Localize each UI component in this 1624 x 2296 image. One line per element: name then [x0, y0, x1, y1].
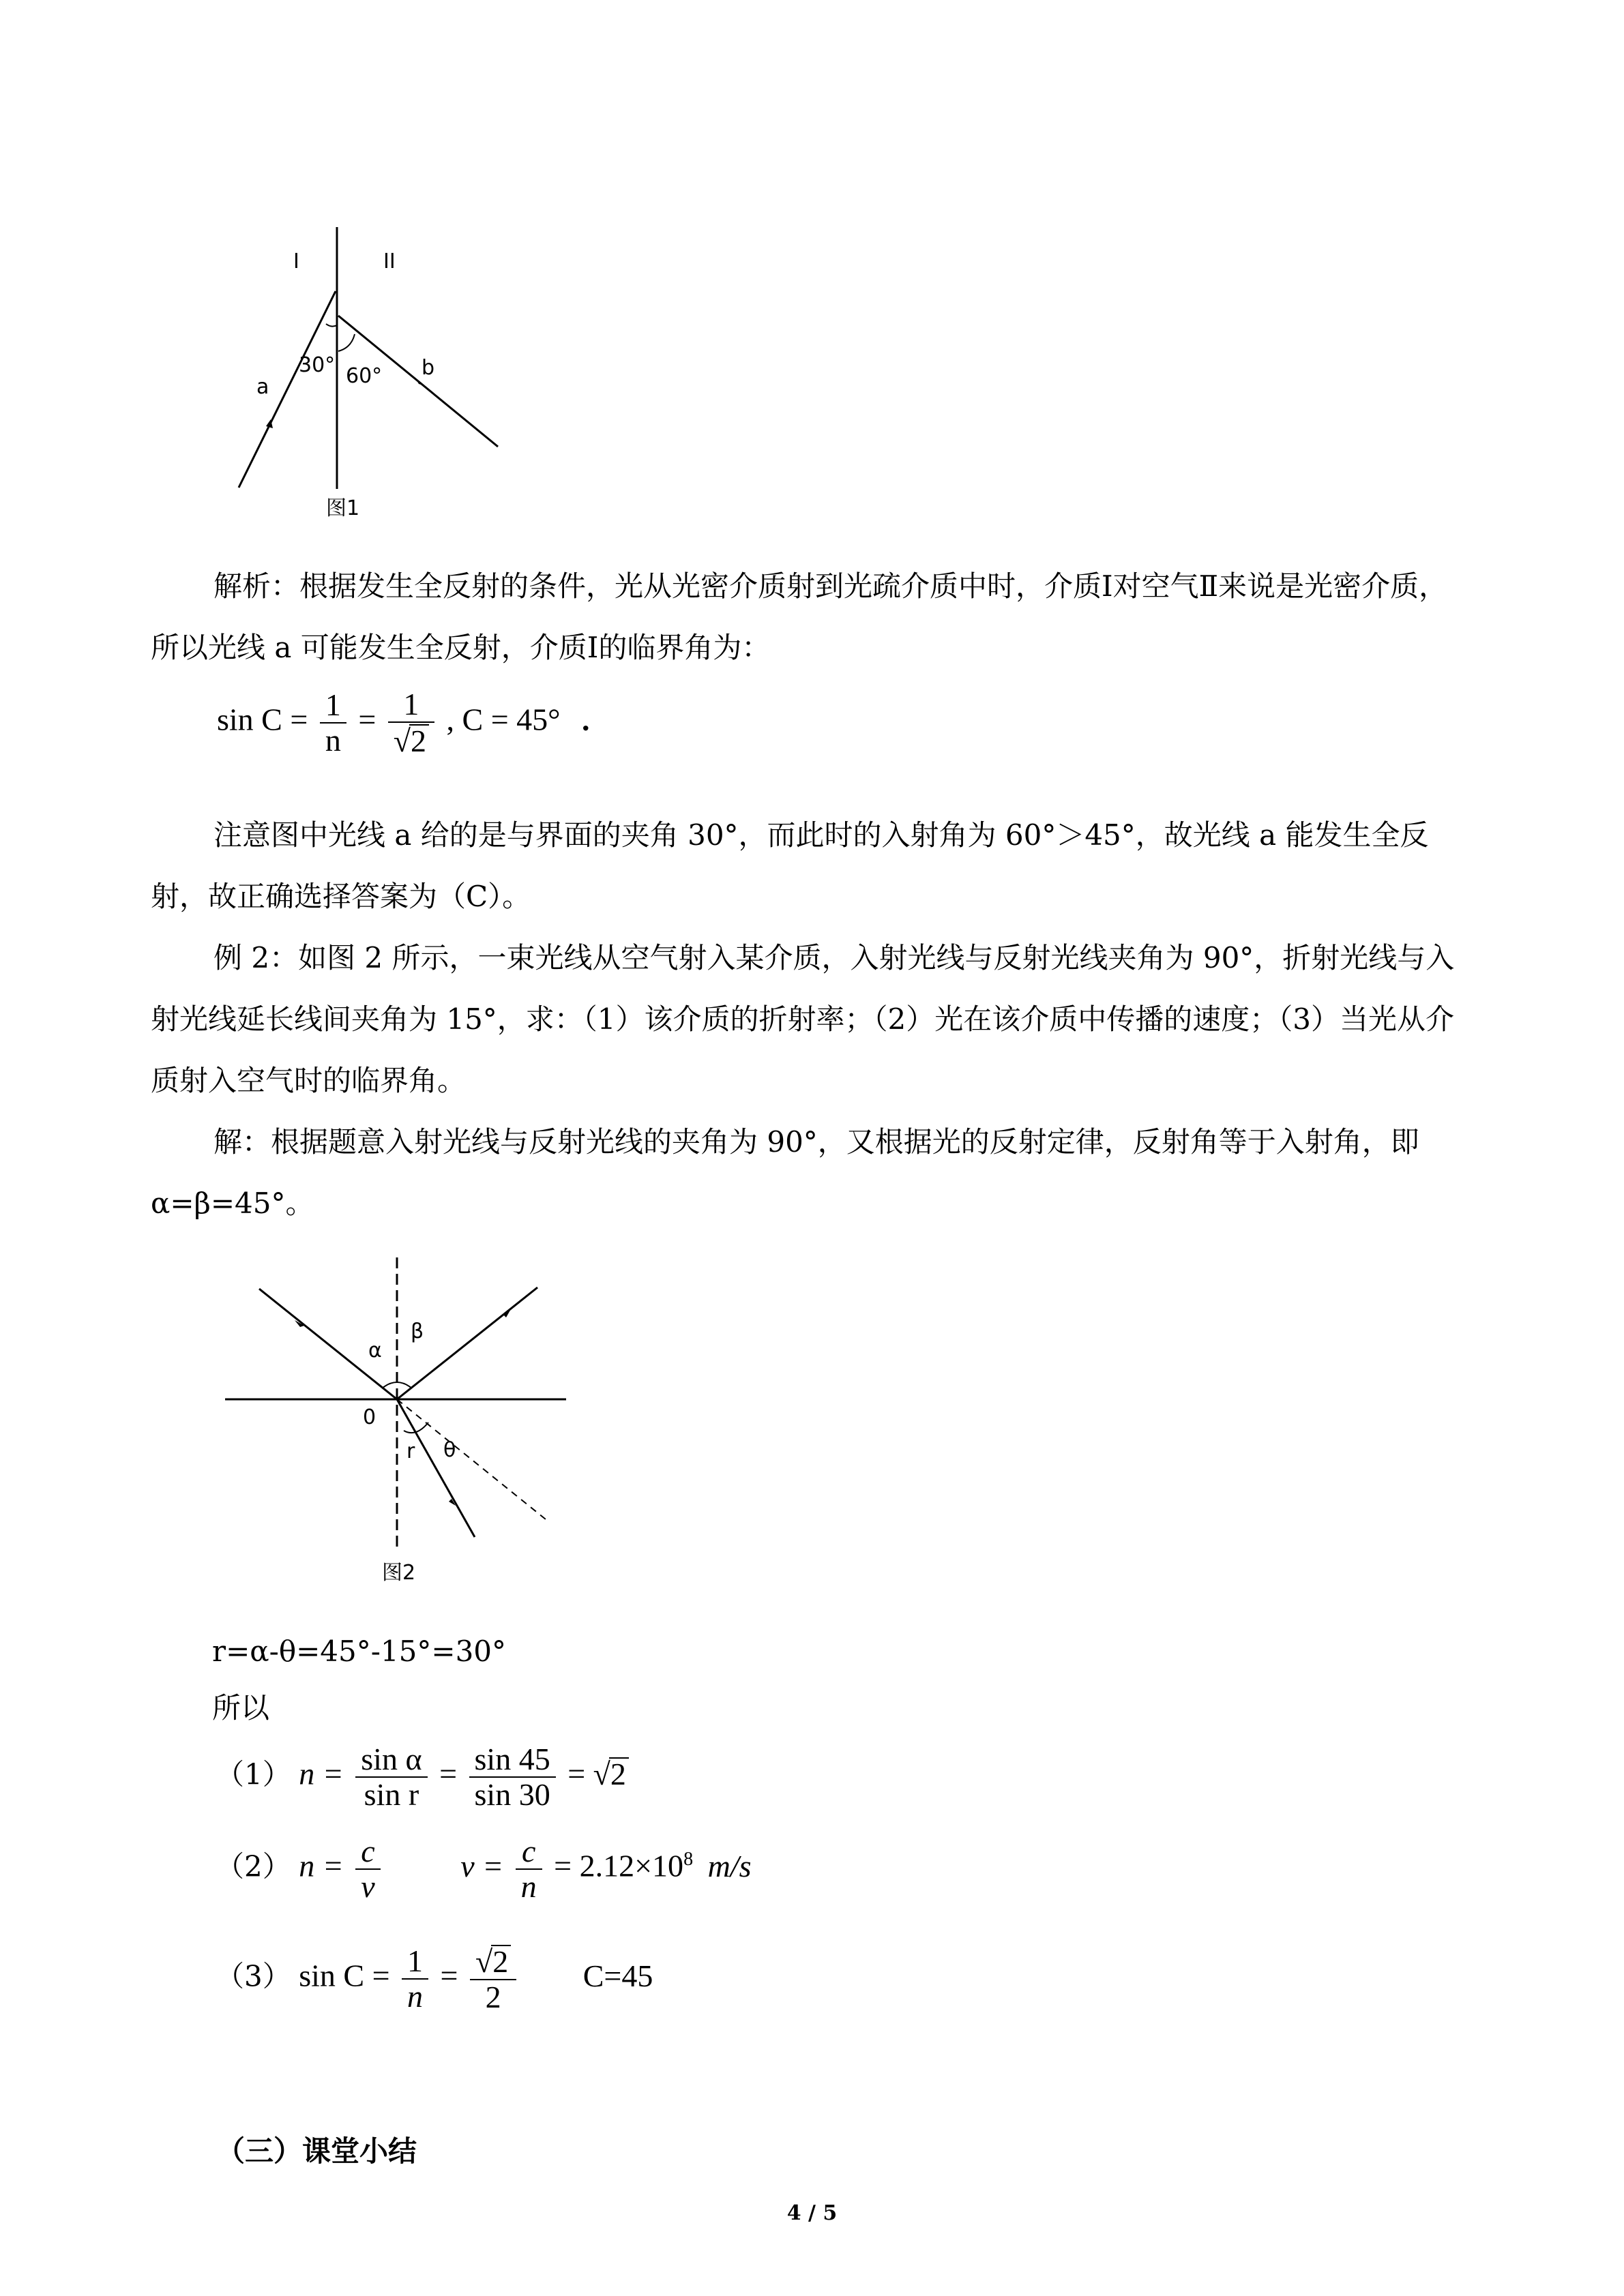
figure-1-caption: 图1: [326, 496, 360, 520]
eq3-lhs: sin C =: [299, 1958, 390, 1993]
analysis-paragraph: 解析：根据发生全反射的条件，光从光密介质射到光疏介质中时，介质Ⅰ对空气Ⅱ来说是光密介质，所以光线 a 可能发生全反射，介质Ⅰ的临界角为：: [151, 569, 1448, 664]
note-paragraph: 注意图中光线 a 给的是与界面的夹角 30°，而此时的入射角为 60°＞45°，故光线 a 能发生全反射，故正确选择答案为（C）。: [151, 818, 1429, 913]
page-number: 4 / 5: [786, 2201, 838, 2225]
angle-arc-60: [338, 334, 355, 351]
eq2-num1: c: [355, 1834, 380, 1870]
calc-line-1: r=α-θ=45°-15°=30°: [212, 1635, 507, 1668]
ray-label-b: b: [422, 356, 435, 380]
equation-2: [216, 1834, 751, 1904]
eq1-den1: sin r: [364, 1777, 419, 1812]
eq1-num1: sin α: [355, 1742, 427, 1778]
formula-critical-angle: [217, 687, 590, 758]
formula1-dot: .: [582, 702, 590, 737]
eq2-label: （2）: [216, 1849, 291, 1883]
eq1-eq: =: [439, 1756, 458, 1791]
eq3-label: （3）: [216, 1959, 291, 1993]
region-label-I: I: [293, 250, 299, 273]
r-label: r: [407, 1440, 415, 1463]
eq2-frac1: [355, 1834, 380, 1904]
example-2-paragraph: 例 2：如图 2 所示，一束光线从空气射入某介质，入射光线与反射光线夹角为 90°，折射光线与入射光线延长线间夹角为 15°，求：（1）该介质的折射率；（2）光在该介质中传播的速度；（3）当光从介质射入空气时的临界角。: [151, 941, 1455, 1097]
eq3-num2-wrap: √2: [470, 1943, 516, 1980]
eq3-den2: 2: [485, 1980, 501, 2014]
figure-2: [218, 1255, 573, 1596]
formula1-lhs: sin C =: [217, 702, 308, 737]
eq1-eq2: =: [567, 1756, 586, 1791]
eq3-frac2: [470, 1943, 516, 2014]
eq1-lhs: n =: [299, 1756, 344, 1791]
solution-paragraph: 解：根据题意入射光线与反射光线的夹角为 90°，又根据光的反射定律，反射角等于入射角，即 α=β=45°。: [151, 1125, 1419, 1220]
eq2-lhs: n =: [299, 1848, 344, 1883]
calc-line-2: 所以: [212, 1691, 270, 1725]
ray-label-a: a: [256, 375, 269, 399]
eq1-den2: sin 30: [474, 1777, 550, 1812]
formula1-tail: , C = 45°: [446, 702, 561, 737]
angle-arc-alpha-beta: [382, 1382, 412, 1388]
incident-ray-a: [239, 291, 336, 488]
formula1-frac1: [320, 688, 346, 758]
alpha-label: α: [368, 1339, 382, 1362]
figure-1: [225, 222, 512, 528]
formula1-den1: n: [325, 723, 341, 758]
eq1-label: （1）: [216, 1757, 291, 1791]
eq2-frac2: [516, 1834, 542, 1904]
region-label-II: II: [383, 250, 396, 273]
eq2-den2: n: [520, 1869, 537, 1904]
eq3-den1: n: [407, 1979, 424, 2014]
eq1-frac2: [469, 1742, 556, 1812]
refracted-ray: [397, 1399, 475, 1537]
reflected-ray: [397, 1287, 537, 1399]
formula1-num2: 1: [388, 687, 434, 723]
eq2-exp: 8: [683, 1849, 694, 1870]
eq1-frac1: [355, 1742, 427, 1812]
origin-label: 0: [363, 1405, 377, 1429]
formula1-eq: =: [358, 702, 377, 737]
formula1-den2-wrap: √2: [388, 723, 434, 758]
eq2-rhs: = 2.12×10: [554, 1848, 684, 1883]
figure-2-caption: 图2: [382, 1561, 416, 1585]
eq1-rad: 2: [609, 1757, 629, 1790]
eq3-num1: 1: [402, 1944, 428, 1980]
eq1-sqrt: √2: [593, 1757, 629, 1791]
eq2-unit: m/s: [707, 1848, 752, 1883]
eq3-num2: 2: [491, 1945, 511, 1978]
formula1-den2: 2: [409, 724, 429, 757]
angle-label-60: 60°: [346, 364, 383, 388]
eq3-tail: C=45: [582, 1958, 653, 1993]
theta-label: θ: [443, 1438, 456, 1462]
equation-1: [216, 1742, 629, 1812]
eq2-den1: v: [361, 1869, 375, 1904]
eq1-num2: sin 45: [469, 1742, 556, 1778]
eq2-lhs2: v =: [460, 1848, 504, 1883]
angle-label-30: 30°: [299, 353, 336, 377]
incident-extension: [397, 1399, 546, 1519]
eq2-num2: c: [516, 1834, 542, 1870]
formula1-frac2: [388, 687, 434, 758]
angle-arc-30: [326, 324, 337, 327]
formula1-num1: 1: [320, 688, 346, 724]
eq3-frac1: [402, 1944, 428, 2014]
equation-3: [216, 1943, 653, 2014]
eq3-eq: =: [440, 1958, 458, 1993]
beta-label: β: [411, 1320, 424, 1343]
section-heading: （三）课堂小结: [216, 2134, 417, 2168]
